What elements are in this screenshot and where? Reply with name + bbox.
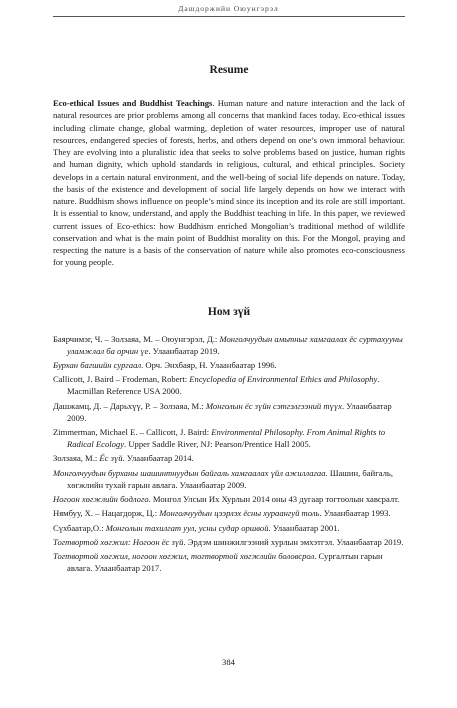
bibliography-entry: Золзаяа, М.: Ёс зүй. Улаанбаатар 2014. [53, 453, 194, 464]
bibliography-entry: Нямбуу, Х. – Нацагдорж, Ц.: Монголчуудын цээрлэх ёсны хураангуй толь. Улаанбаатар 1993. [53, 508, 391, 519]
bibliography-list [53, 333, 405, 575]
abstract-text: . Human nature and nature interaction and the lack of natural resources are prior problems among all concerns that mankind faces today. Eco-ethical issues including climate change, global warming, depletion of water resources, improper use of natural resources, endangered species of forests, herbs, and others depend on one’s own immoral behaviour. They are evolving into a pluralistic idea that seeks to solve problems based on justice, human rights and human dignity, which uphold standards in religious, cultural, and ethical principles. Society develops in a certain natural environment, and the well-being of social life depends on nature. Today, the basis of the existence and development of social life largely depends on how we interact with nature. Buddhism shows influence on people’s mind since its inception and its role are still important. It is essential to know, understand, and apply the Buddhist teaching in life. In this paper, we reviewed current issues of Eco-ethics: how Buddhism enriched Mongolian’s traditional method of wildlife conservation and what is the main point of Buddhist morality on this. For the Mongol, praying and respecting the nature is a basis of the conservation of nature while also promotes eco-consciousness for young people. [53, 98, 405, 268]
abstract-title: Eco-ethical Issues and Buddhist Teachings [53, 98, 213, 108]
bibliography-entry: Zimmerman, Michael E. – Callicott, J. Baird: Environmental Philosophy. From Animal Rights to Radical Ecology. Upper Saddle River, NJ: Pearson/Prentice Hall 2005. [53, 426, 386, 449]
bibliography-entry: Callicott, J. Baird – Frodeman, Robert: Encyclopedia of Environmental Ethics and Philosophy. Macmillan Reference USA 2000. [53, 374, 380, 397]
bibliography-entry: Тогтвортой хөгжил: Ногоон ёс зүй. Эрдэм шинжилгээний хурлын эмхэтгэл. Улаанбаатар 2019. [53, 536, 404, 547]
bibliography-entry: Тогтвортой хөгжил, ногоон хөгжил, тогтвортой хөгжлийн боловсрол. Сургалтын гарын авлага. Улаанбаатар 2017. [53, 551, 383, 574]
header-rule [53, 16, 405, 17]
bibliography-heading: Ном зүй [207, 305, 251, 318]
page-number: 384 [222, 657, 235, 667]
bibliography-entry: Монголчуудын бурханы шашинтнуудын байгаль хамгаалах үйл ажиллагаа. Шашин, байгаль, хөгжлийн тухай гарын авлага. Улаанбаатар 2009. [53, 467, 393, 490]
bibliography-entry: Сүхбаатар,О.: Монголын тахилгат уул, усны судар оршвой. Улаанбаатар 2001. [53, 522, 340, 533]
bibliography-entry: Баярчимэг, Ч. – Золзаяа, М. – Оюунгэрэл, Д.: Монголчуудын амьтныг хамгаалах ёс суртахууны уламжлал ба орчин үе. Улаанбаатар 2019. [53, 333, 403, 356]
resume-abstract [53, 97, 405, 269]
running-head: Дашдоржийн Оюунгэрэл [178, 4, 279, 13]
resume-heading: Resume [209, 64, 249, 76]
bibliography-entry: Дашжамц, Д. – Дарьхүү, Р. – Золзаяа, М.: Монголын ёс зүйн сэтгэлгээний түүх. Улаанбаатар 2009. [53, 400, 392, 423]
page-body [53, 64, 405, 576]
bibliography-entry: Бурхан багшийн сургаал. Орч. Энхбаяр, Н. Улаанбаатар 1996. [53, 359, 277, 370]
bibliography-entry: Ногоон хөгжлийн бодлого. Монгол Улсын Их Хурлын 2014 оны 43 дугаар тогтоолын хавсралт. [53, 493, 400, 504]
